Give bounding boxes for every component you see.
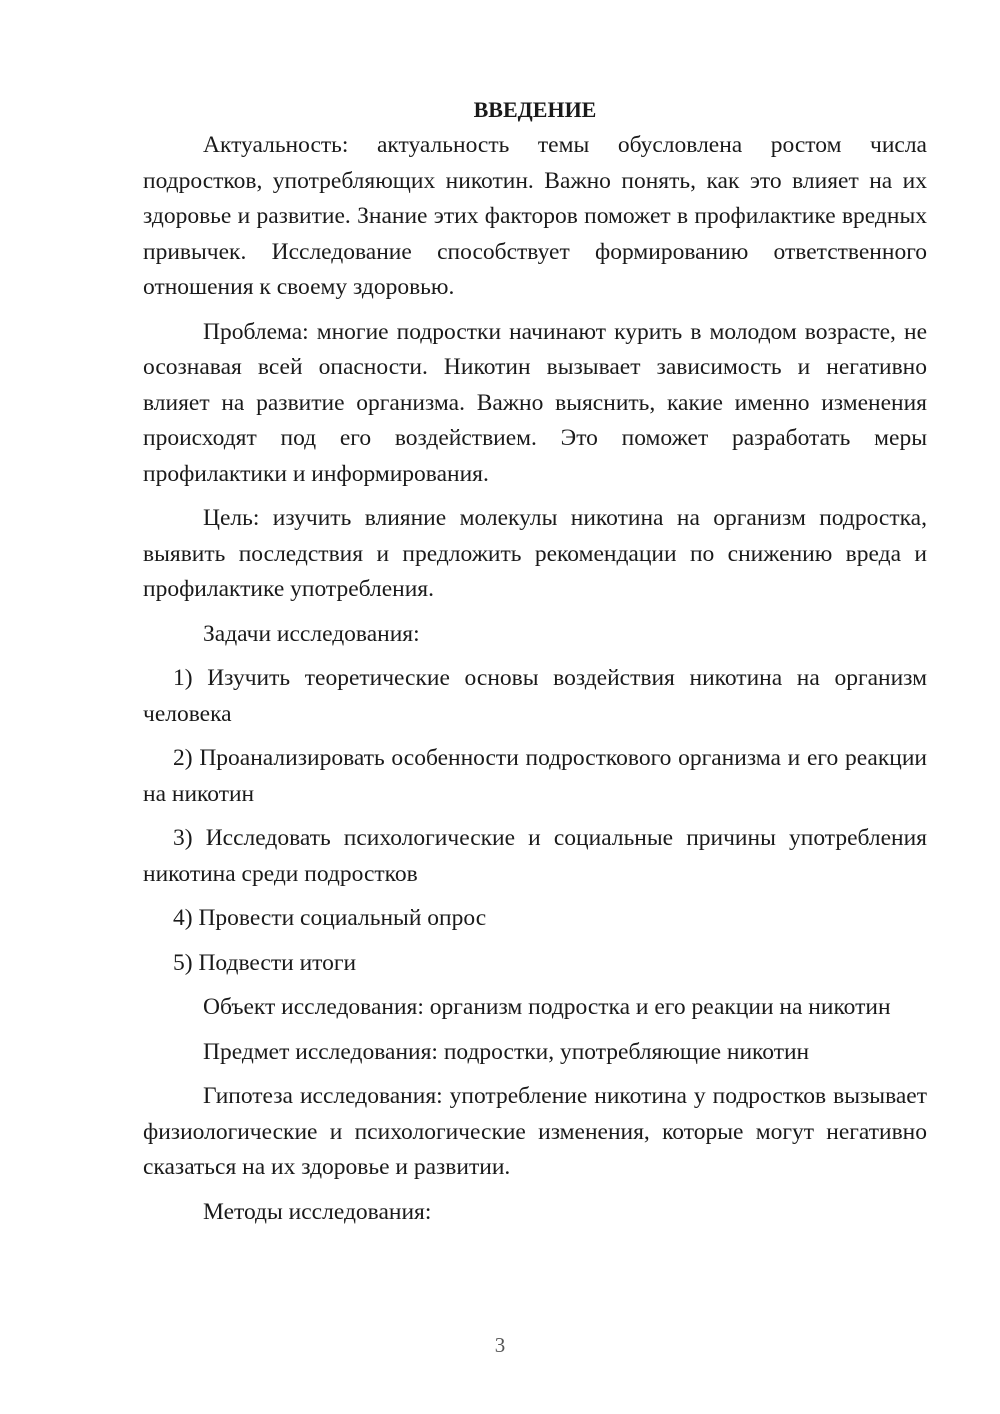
relevance-paragraph: Актуальность: актуальность темы обусловлена ростом числа подростков, употребляющих никотин. Важно понять, как это влияет на их здоровье и развитие. Знание этих факторов поможет в профилактике вредных привычек. Исследование способствует формированию ответственного отношения к своему здоровью.	[143, 132, 927, 300]
page-title: ВВЕДЕНИЕ	[473, 97, 597, 122]
task-item-4: 4) Провести социальный опрос	[173, 905, 487, 931]
task-item-1: 1) Изучить теоретические основы воздействия никотина на организм человека	[143, 665, 927, 727]
page-content	[143, 92, 927, 1239]
task-item-2: 2) Проанализировать особенности подросткового организма и его реакции на никотин	[143, 745, 927, 807]
methods-heading: Методы исследования:	[203, 1198, 432, 1225]
problem-paragraph: Проблема: многие подростки начинают курить в молодом возрасте, не осознавая всей опасности. Никотин вызывает зависимость и негативно влияет на развитие организма. Важно выяснить, какие именно изменения происходят под его воздействием. Это поможет разработать меры профилактики и информирования.	[143, 318, 927, 487]
goal-paragraph: Цель: изучить влияние молекулы никотина на организм подростка, выявить последствия и предложить рекомендации по снижению вреда и профилактике употребления.	[143, 505, 927, 602]
tasks-heading: Задачи исследования:	[203, 620, 420, 647]
task-item-3: 3) Исследовать психологические и социальные причины употребления никотина среди подростков	[143, 825, 927, 887]
hypothesis-paragraph: Гипотеза исследования: употребление никотина у подростков вызывает физиологические и психологические изменения, которые могут негативно сказаться на их здоровье и развитии.	[143, 1083, 927, 1180]
object-paragraph: Объект исследования: организм подростка и его реакции на никотин	[203, 994, 891, 1020]
task-item-5: 5) Подвести итоги	[173, 949, 357, 976]
page-number: 3	[494, 1333, 506, 1357]
subject-paragraph: Предмет исследования: подростки, употребляющие никотин	[203, 1038, 810, 1065]
